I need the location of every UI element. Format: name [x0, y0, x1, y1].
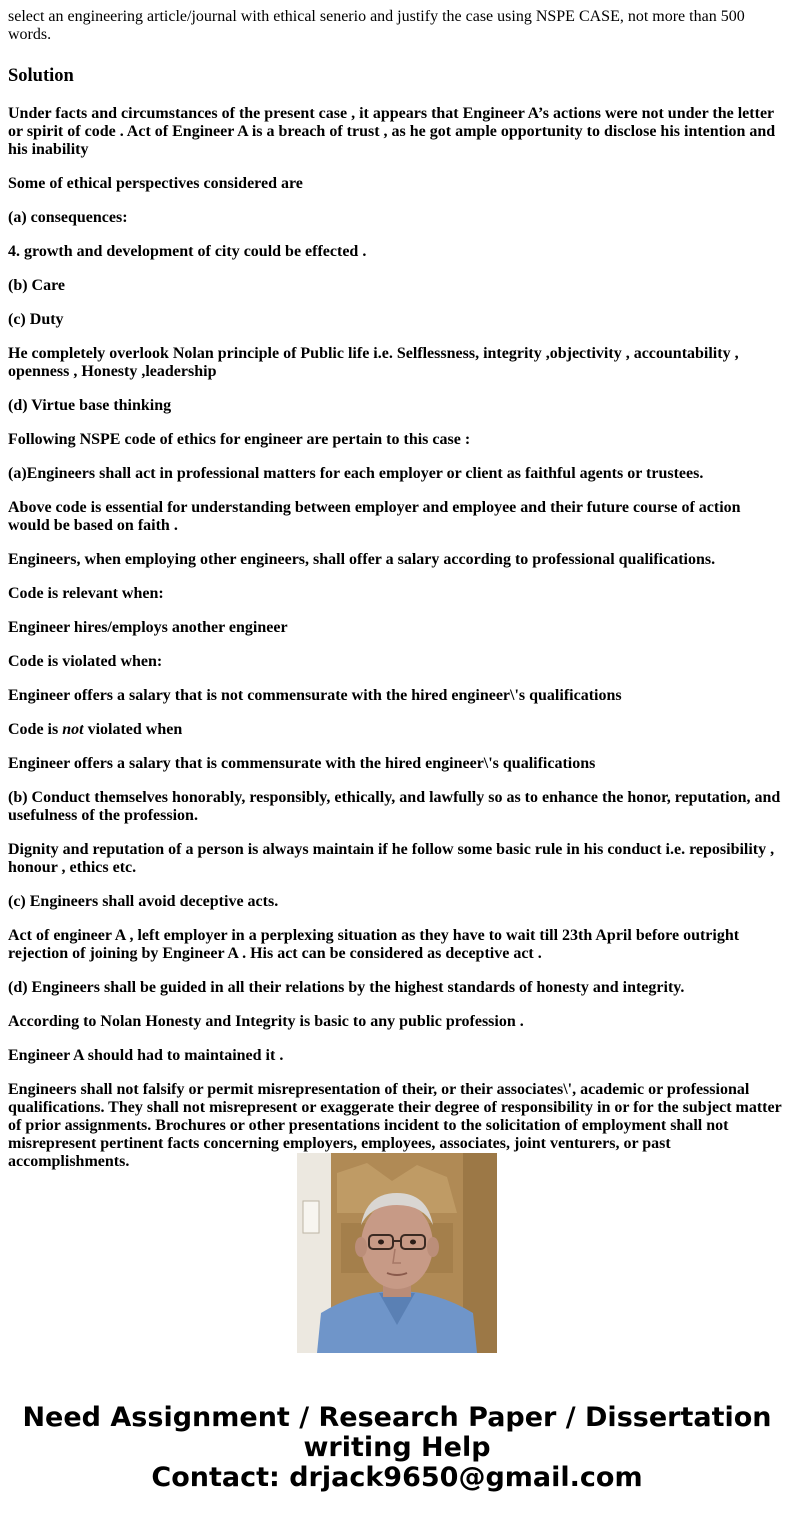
code-not-violated-emphasis: not: [62, 721, 84, 738]
tutor-avatar: [297, 1153, 497, 1353]
solution-paragraph: Code is relevant when:: [8, 585, 164, 602]
solution-paragraph: Some of ethical perspectives considered are: [8, 175, 303, 192]
solution-paragraph: Act of engineer A , left employer in a perplexing situation as they have to wait till 23th April before outright rejection of joining by Engineer A . His act can be considered as deceptive act .: [8, 927, 740, 962]
solution-paragraph: (d) Engineers shall be guided in all their relations by the highest standards of honesty and integrity.: [8, 979, 685, 996]
solution-paragraph: Engineers shall not falsify or permit misrepresentation of their, or their associates\', academic or professional qualifications. They shall not misrepresent or exaggerate their degree of responsibility in or for the subject matter of prior assignments. Brochures or other presentations incident to the solicitation of employment shall not misrepresent pertinent facts concerning employers, employees, associates, joint venturers, or past accomplishments.: [8, 1081, 782, 1170]
solution-paragraph: Engineer offers a salary that is commensurate with the hired engineer\'s qualifications: [8, 755, 596, 772]
code-not-violated-prefix: Code is: [8, 721, 63, 738]
tutor-portrait-illustration: [297, 1153, 497, 1353]
solution-paragraph: Engineer hires/employs another engineer: [8, 619, 288, 636]
solution-paragraph: (d) Virtue base thinking: [8, 397, 172, 414]
solution-paragraph: (b) Care: [8, 277, 66, 294]
solution-paragraph: (a)Engineers shall act in professional matters for each employer or client as faithful agents or trustees.: [8, 465, 704, 482]
promo-line: Need Assignment / Research Paper / Dissertation: [22, 1402, 772, 1433]
solution-paragraph: (c) Duty: [8, 311, 64, 328]
solution-paragraph: (b) Conduct themselves honorably, responsibly, ethically, and lawfully so as to enhance the honor, reputation, and usefulness of the profession.: [8, 789, 781, 824]
solution-heading: Solution: [8, 66, 74, 86]
solution-paragraph: He completely overlook Nolan principle of Public life i.e. Selflessness, integrity ,objectivity , accountability , openness , Honesty ,leadership: [8, 345, 739, 380]
solution-paragraph: Engineers, when employing other engineers, shall offer a salary according to professional qualifications.: [8, 551, 716, 568]
solution-paragraph: (a) consequences:: [8, 209, 128, 226]
solution-paragraph: Engineer A should had to maintained it .: [8, 1047, 284, 1064]
solution-paragraph: Engineer offers a salary that is not commensurate with the hired engineer\'s qualifications: [8, 687, 622, 704]
solution-paragraph: According to Nolan Honesty and Integrity is basic to any public profession .: [8, 1013, 524, 1030]
article-body: [8, 8, 786, 1170]
code-not-violated-suffix: violated when: [83, 721, 183, 738]
code-not-violated-heading: [8, 721, 786, 739]
solution-paragraph: Under facts and circumstances of the present case , it appears that Engineer A’s actions were not under the letter or spirit of code . Act of Engineer A is a breach of trust , as he got ample opportunity to disclose his intention and his inability: [8, 105, 776, 158]
promo-contact: Contact: drjack9650@gmail.com: [151, 1462, 643, 1493]
promo-banner: [0, 1403, 794, 1493]
solution-paragraph: (c) Engineers shall avoid deceptive acts.: [8, 893, 279, 910]
promo-line: writing Help: [303, 1432, 491, 1463]
solution-paragraph: Dignity and reputation of a person is always maintain if he follow some basic rule in his conduct i.e. reposibility , honour , ethics etc.: [8, 841, 775, 876]
solution-paragraph: 4. growth and development of city could be effected .: [8, 243, 367, 260]
solution-paragraph: Above code is essential for understanding between employer and employee and their future course of action would be based on faith .: [8, 499, 741, 534]
solution-paragraph: Code is violated when:: [8, 653, 163, 670]
solution-paragraph: Following NSPE code of ethics for engineer are pertain to this case :: [8, 431, 471, 448]
question-text: select an engineering article/journal with ethical senerio and justify the case using NSPE CASE, not more than 500 words.: [8, 8, 745, 43]
